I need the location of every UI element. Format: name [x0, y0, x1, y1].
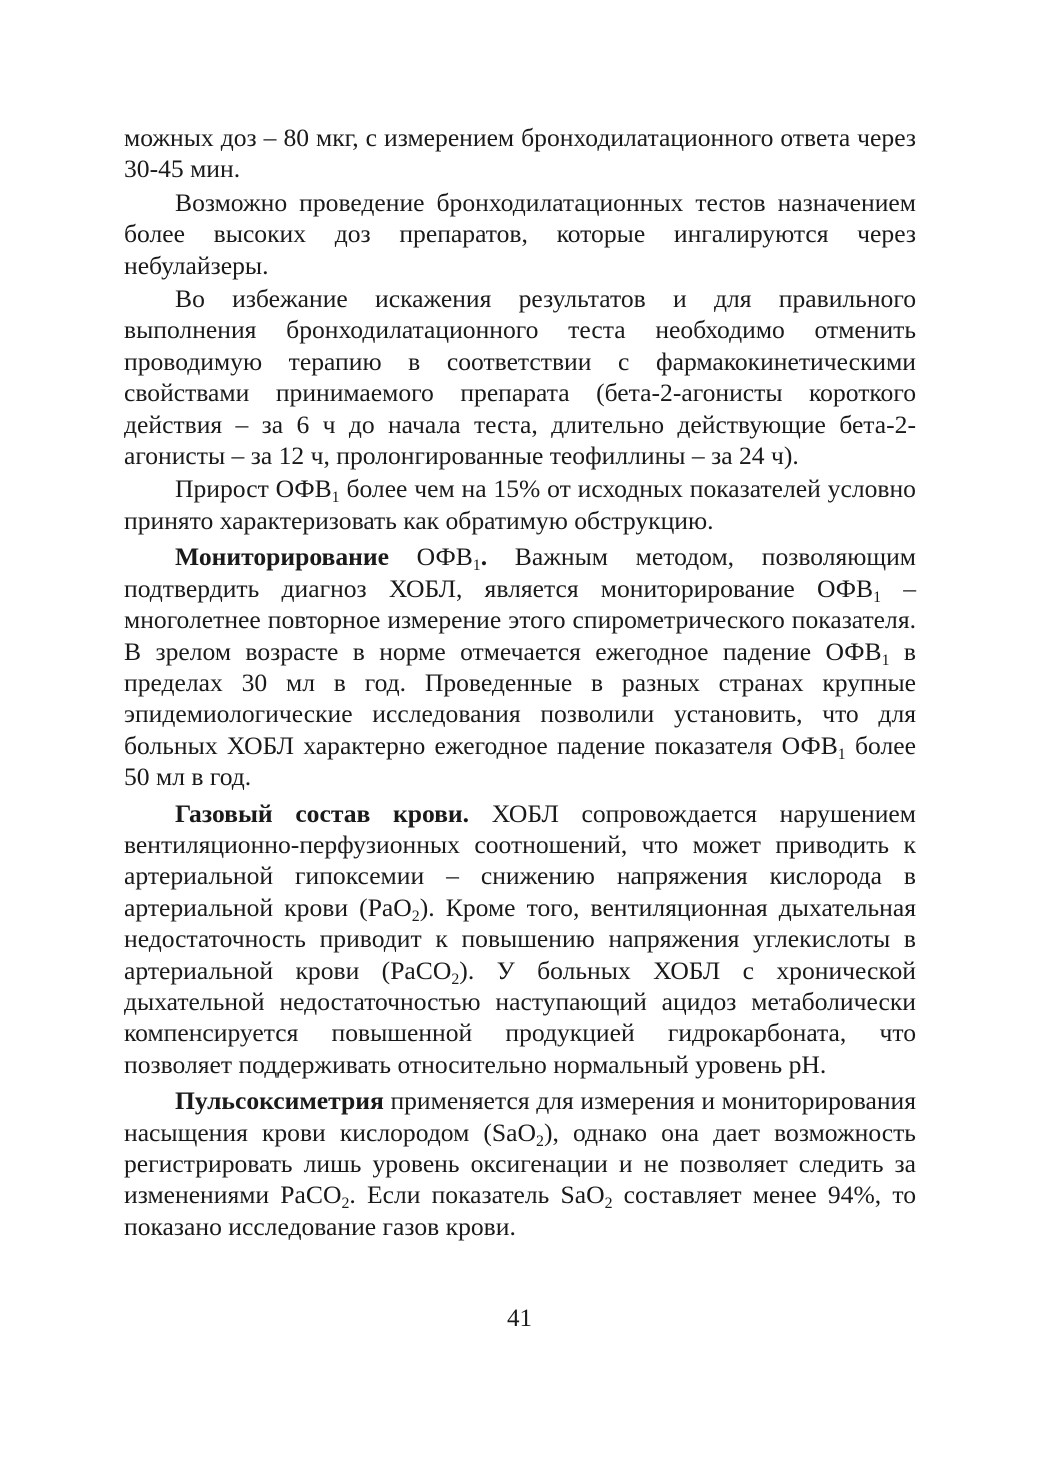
paragraph: [124, 122, 916, 185]
subscript: 2: [604, 1195, 613, 1213]
paragraph: [124, 187, 916, 281]
text-run: в пределах 30 мл в год. Проведенные в разных странах крупные эпидемиологические исследования позволили установить, что для больных ХОБЛ характерно ежегодное падение показателя ОФВ: [124, 636, 916, 760]
text-run: составляет менее 94%, то показано исследование газов крови.: [124, 1180, 916, 1241]
subscript: 1: [472, 557, 481, 575]
subscript: 1: [837, 745, 846, 763]
text-run: – многолетнее повторное измерение этого спирометрического показателя. В зрелом возрасте в норме отмечается ежегодное падение ОФВ: [124, 573, 916, 666]
subscript: 2: [341, 1195, 350, 1213]
text-run: более 50 мл в год.: [124, 730, 916, 792]
paragraph: [124, 283, 916, 471]
text-run: можных доз – 80 мкг, с измерением бронходилатационного ответа через 30-45 мин.: [124, 123, 916, 184]
subscript: 1: [873, 588, 881, 606]
text-run: ). Кроме того, вентиляционная дыхательная недостаточность приводит к повышению напряжения углекислоты в артериальной крови (PaCO: [124, 892, 916, 985]
page-number: 41: [507, 1305, 532, 1332]
text-run: Важным методом, позволяющим подтвердить диагноз ХОБЛ, является мониторирование ОФВ: [124, 542, 916, 603]
text-run: ХОБЛ сопровождается нарушением вентиляционно-перфузионных соотношений, что может приводить к артериальной гипоксемии – снижению напряжения кислорода в артериальной крови (PaO: [124, 798, 916, 922]
text-run: . Если показатель SaO: [349, 1180, 605, 1210]
paragraph: [124, 1085, 916, 1242]
paragraph: [124, 473, 916, 536]
text-run: ), однако она дает возможность регистрировать лишь уровень оксигенации и не позволяет следить за изменениями PaCO: [124, 1117, 916, 1210]
paragraph: [124, 798, 916, 1081]
page-body: [124, 122, 916, 1242]
bold-heading: Газовый состав крови.: [175, 798, 470, 828]
subscript: 2: [411, 907, 420, 925]
paragraph: [124, 541, 916, 792]
subscript: 1: [331, 489, 340, 507]
text-run: Прирост ОФВ: [175, 474, 332, 504]
subscript: 2: [451, 970, 460, 988]
subscript: 1: [881, 651, 890, 669]
text-run: Возможно проведение бронходилатационных тестов назначением более высоких доз препаратов, которые ингалируются через небулайзеры.: [124, 187, 916, 280]
text-run: более чем на 15% от исходных показателей условно принято характеризовать как обратимую обструкцию.: [124, 474, 916, 535]
text-run: применяется для измерения и мониторирования насыщения крови кислородом (SaO: [124, 1086, 916, 1147]
bold-heading: Пульсоксиметрия: [175, 1086, 384, 1116]
text-run: Во избежание искажения результатов и для правильного выполнения бронходилатационного теста необходимо отменить проводимую терапию в соответствии с фармакокинетическими свойствами принимаемого препарата (бета-2-агонисты короткого действия – за 6 ч до начала теста, длительно действующие бета-2-агонисты – за 12 ч, пролонгированные теофиллины – за 24 ч).: [124, 284, 916, 471]
text-run: ). У больных ХОБЛ с хронической дыхательной недостаточностью наступающий ацидоз метаболически компенсируется повышенной продукцией гидрокарбоната, что позволяет поддерживать относительно нормальный уровень pH.: [124, 955, 917, 1079]
subscript: 2: [536, 1132, 544, 1150]
bold-heading: Мониторирование: [175, 542, 389, 572]
text-run: ОФВ: [389, 542, 473, 572]
bold-heading: .: [480, 542, 488, 572]
